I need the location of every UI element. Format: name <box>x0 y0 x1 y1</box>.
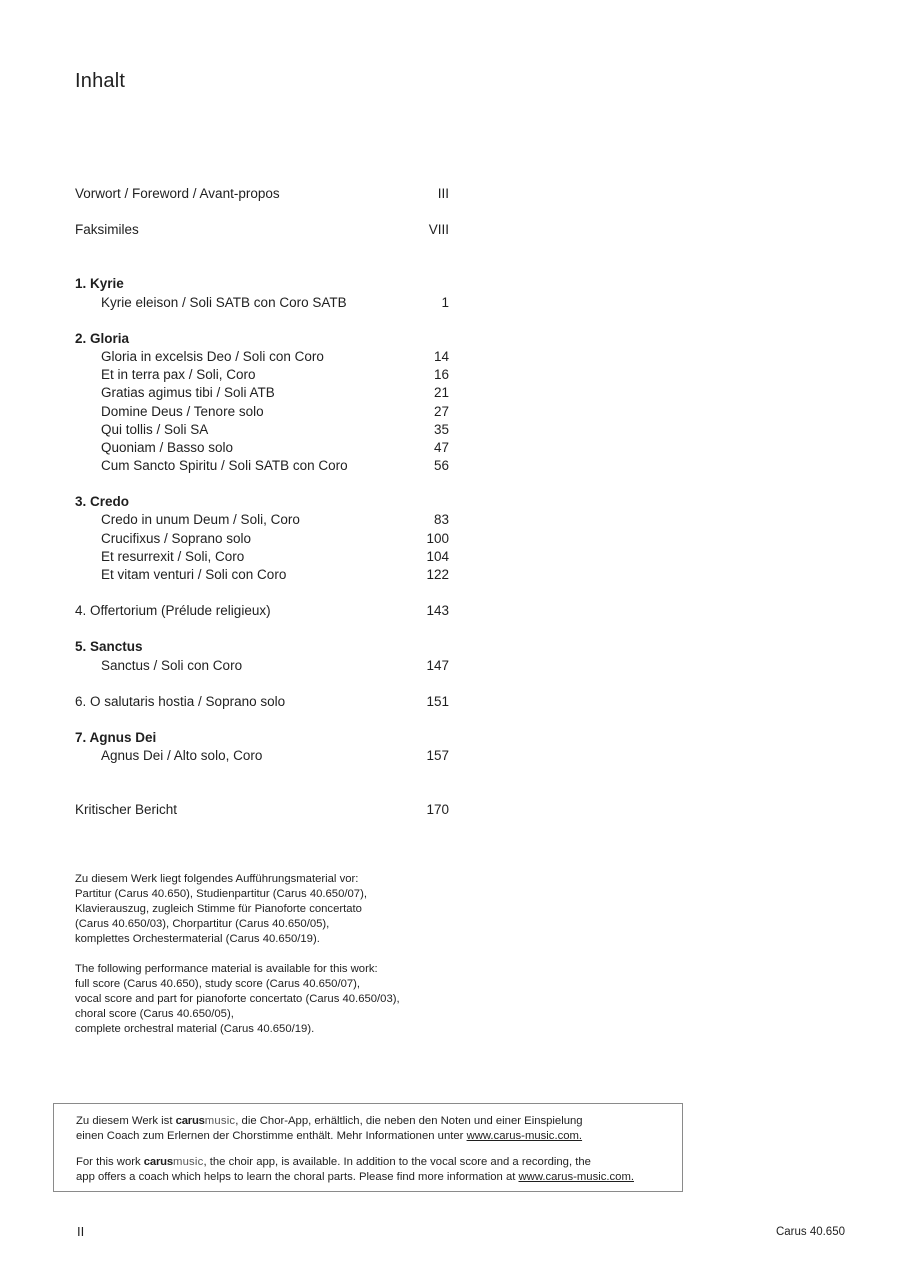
toc-entry-title: Cum Sancto Spiritu / Soli SATB con Coro <box>101 458 348 474</box>
toc-entry-title: Agnus Dei / Alto solo, Coro <box>101 748 263 764</box>
carus-music-logo: carusmusic <box>175 1115 236 1127</box>
catalog-number: Carus 40.650 <box>775 1226 845 1238</box>
toc-entry-page: 100 <box>426 530 449 546</box>
toc-entry-page: 47 <box>433 439 449 455</box>
note-line: Zu diesem Werk liegt folgendes Aufführungsmaterial vor: <box>75 873 359 885</box>
toc-entry-title: Domine Deus / Tenore solo <box>101 403 264 419</box>
toc-entry <box>75 657 449 675</box>
toc-entry-title: Vorwort / Foreword / Avant-propos <box>75 186 280 201</box>
toc-entry-title: 2. Gloria <box>75 330 130 346</box>
toc-entry-title: Gratias agimus tibi / Soli ATB <box>101 385 275 401</box>
toc-spacer <box>75 675 449 693</box>
app-info-en <box>76 1155 634 1184</box>
toc-entry-page: 21 <box>433 385 449 401</box>
toc-entry <box>75 693 449 711</box>
toc-entry-page: 104 <box>426 548 449 564</box>
toc-entry-page: 122 <box>426 567 449 582</box>
toc-entry-title: Gloria in excelsis Deo / Soli con Coro <box>101 348 324 364</box>
toc-entry-page: III <box>437 186 449 201</box>
toc-entry <box>75 747 449 765</box>
toc-entry <box>75 294 449 312</box>
note-line: choral score (Carus 40.650/05), <box>75 1008 234 1020</box>
toc-entry-page: 83 <box>433 512 449 528</box>
app-info-de <box>76 1114 583 1143</box>
app-en-text: For this work <box>76 1156 144 1168</box>
toc-entry <box>75 439 449 457</box>
choir-app-info-box <box>53 1103 683 1192</box>
toc-entry-page: 143 <box>426 603 449 619</box>
app-de-text: Zu diesem Werk ist <box>76 1115 176 1127</box>
toc-section-heading <box>75 330 449 348</box>
toc-entry <box>75 566 449 584</box>
toc-entry-page: 147 <box>426 657 449 673</box>
toc-entry-title: Faksimiles <box>75 222 139 238</box>
carus-website-link[interactable]: www.carus-music.com. <box>466 1129 583 1142</box>
toc-entry-page: 56 <box>433 458 449 474</box>
toc-entry-title: Et vitam venturi / Soli con Coro <box>101 567 287 582</box>
toc-entry-title: 5. Sanctus <box>75 639 143 655</box>
note-line: full score (Carus 40.650), study score (Carus 40.650/07), <box>75 978 361 990</box>
page-number: II <box>77 1224 85 1239</box>
toc-section-heading <box>75 493 449 511</box>
toc-entry-title: 6. O salutaris hostia / Soprano solo <box>75 693 286 709</box>
toc-entry <box>75 421 449 439</box>
toc-entry <box>75 221 449 239</box>
toc-entry-title: Crucifixus / Soprano solo <box>101 530 252 546</box>
toc-spacer <box>75 765 449 801</box>
page-title: Inhalt <box>75 70 126 92</box>
toc-spacer <box>75 620 449 638</box>
note-line: Partitur (Carus 40.650), Studienpartitur (Carus 40.650/07), <box>75 888 367 900</box>
toc-entry <box>75 530 449 548</box>
toc-entry-page: VIII <box>428 222 449 238</box>
app-en-text: , the choir app, is available. In addition to the vocal score and a recording, the <box>203 1156 591 1168</box>
toc-spacer <box>75 203 449 221</box>
toc-entry <box>75 457 449 475</box>
toc-entry-title: Qui tollis / Soli SA <box>101 421 209 437</box>
toc-entry-title: Sanctus / Soli con Coro <box>101 657 243 673</box>
note-line: vocal score and part for pianoforte concertato (Carus 40.650/03), <box>75 993 400 1005</box>
toc-entry <box>75 602 449 620</box>
toc-section-heading <box>75 638 449 656</box>
toc-spacer <box>75 239 449 275</box>
toc-entry <box>75 511 449 529</box>
performance-material-en <box>75 962 495 1037</box>
toc-entry-title: Et resurrexit / Soli, Coro <box>101 548 245 564</box>
toc-entry-page: 14 <box>433 348 449 364</box>
app-en-text: app offers a coach which helps to learn the choral parts. Please find more information at <box>76 1170 519 1183</box>
note-line: komplettes Orchestermaterial (Carus 40.650/19). <box>75 933 320 945</box>
note-line: (Carus 40.650/03), Chorpartitur (Carus 40.650/05), <box>75 918 330 930</box>
toc-spacer <box>75 475 449 493</box>
toc-spacer <box>75 584 449 602</box>
app-de-text: einen Coach zum Erlernen der Chorstimme enthält. Mehr Informationen unter <box>76 1129 467 1142</box>
note-line: Klavierauszug, zugleich Stimme für Pianoforte concertato <box>75 903 362 915</box>
toc-entry <box>75 366 449 384</box>
toc-entry-page: 1 <box>441 294 449 310</box>
toc-entry <box>75 384 449 402</box>
toc-entry-title: Quoniam / Basso solo <box>101 439 234 455</box>
performance-material-de <box>75 872 495 947</box>
toc-entry-page: 16 <box>433 367 449 383</box>
toc-entry <box>75 348 449 366</box>
carus-website-link[interactable]: www.carus-music.com. <box>518 1170 634 1183</box>
toc-entry-title: 1. Kyrie <box>75 276 124 292</box>
toc-entry <box>75 403 449 421</box>
toc-spacer <box>75 312 449 330</box>
toc-entry-title: Et in terra pax / Soli, Coro <box>101 367 256 383</box>
toc-entry-page: 27 <box>433 403 449 419</box>
app-de-text: , die Chor-App, erhältlich, die neben den Noten und einer Einspielung <box>235 1115 583 1127</box>
toc-entry-title: Kyrie eleison / Soli SATB con Coro SATB <box>101 294 347 310</box>
toc-entry-page: 151 <box>426 693 449 709</box>
toc-entry <box>75 548 449 566</box>
toc-entry-title: Credo in unum Deum / Soli, Coro <box>101 512 300 528</box>
toc-spacer <box>75 711 449 729</box>
toc-entry-title: Kritischer Bericht <box>75 802 178 818</box>
toc-section-heading <box>75 275 449 293</box>
table-of-contents <box>75 185 449 820</box>
toc-entry-page: 170 <box>426 802 449 818</box>
carus-music-logo: carusmusic <box>143 1156 204 1168</box>
note-line: The following performance material is available for this work: <box>75 963 378 975</box>
performance-material-notes <box>75 872 495 1037</box>
toc-entry-title: 3. Credo <box>75 494 130 510</box>
toc-entry <box>75 801 449 819</box>
toc-entry-title: 4. Offertorium (Prélude religieux) <box>75 603 271 619</box>
toc-entry-title: 7. Agnus Dei <box>75 729 157 745</box>
toc-section-heading <box>75 729 449 747</box>
toc-entry-page: 157 <box>426 748 449 764</box>
toc-entry <box>75 185 449 203</box>
toc-entry-page: 35 <box>433 421 449 437</box>
note-line: complete orchestral material (Carus 40.650/19). <box>75 1023 315 1035</box>
